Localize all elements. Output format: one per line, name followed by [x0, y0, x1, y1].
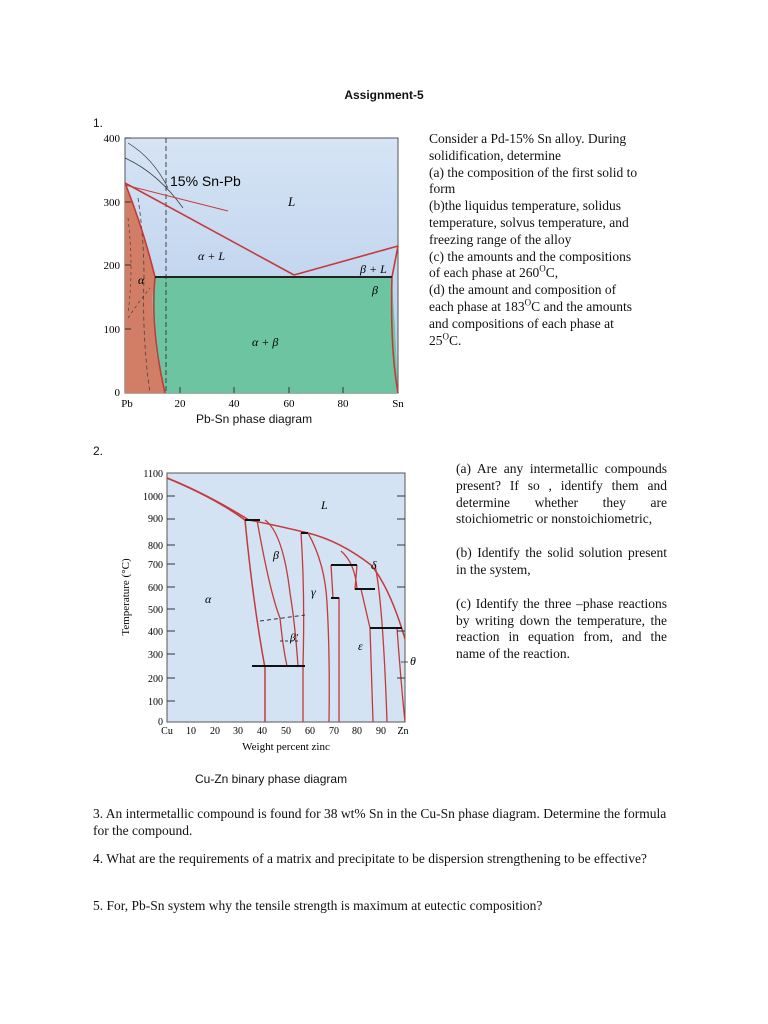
q1-superscript: O	[539, 263, 546, 274]
pb-sn-phase-diagram	[98, 128, 418, 413]
q1-line: solidification, determine	[429, 147, 561, 163]
x-tick-label: Sn	[392, 398, 404, 410]
y-tick-label: 0	[158, 717, 163, 728]
y-tick-label: 400	[103, 133, 120, 145]
label-epsilon: ε	[358, 639, 363, 653]
x-tick-label: Cu	[161, 726, 173, 737]
q2-part-c: (c) Identify the three –phase reactions by writing down the temperature, the reaction in equation from, and the name of the reaction.	[456, 595, 667, 662]
alloy-annotation: 15% Sn-Pb	[170, 173, 241, 189]
question-3: 3. An intermetallic compound is found for 38 wt% Sn in the Cu-Sn phase diagram. Determine the formula for the compound.	[93, 806, 667, 838]
y-tick-label: 400	[148, 627, 163, 638]
x-tick-label: 60	[283, 398, 295, 410]
x-tick-label: 60	[305, 726, 315, 737]
x-tick-label: Pb	[121, 398, 133, 410]
y-tick-label: 100	[148, 697, 163, 708]
q1-line: (d) the amount and composition of	[429, 282, 617, 298]
q1-line-d	[429, 299, 667, 316]
question-4: 4. What are the requirements of a matrix and precipitate to be dispersion strengthening to be effective?	[93, 851, 647, 866]
x-tick-label: Zn	[397, 726, 409, 737]
q1-line: each phase at 183	[429, 298, 525, 314]
y-tick-label: 800	[148, 541, 163, 552]
question-1-number: 1.	[93, 116, 104, 130]
y-tick-label: 1000	[143, 492, 163, 503]
pb-sn-caption: Pb-Sn phase diagram	[196, 412, 313, 426]
q1-line: (a) the composition of the first solid to	[429, 164, 638, 180]
x-tick-label: 40	[228, 398, 240, 410]
q1-line: temperature, solvus temperature, and	[429, 214, 629, 230]
label-alpha: α	[205, 592, 212, 606]
q1-line: (b)the liquidus temperature, solidus	[429, 198, 621, 214]
x-tick-label: 30	[233, 726, 243, 737]
label-beta-liquid: β + L	[360, 262, 387, 276]
y-tick-label: 200	[103, 260, 120, 272]
q1-line: Consider a Pd-15% Sn alloy. During	[429, 131, 627, 146]
q1-unit: C.	[449, 332, 462, 348]
y-tick-label: 0	[114, 387, 120, 399]
q1-line: freezing range of the alloy	[429, 231, 572, 247]
y-tick-label: 900	[148, 514, 163, 525]
x-tick-label: 80	[337, 398, 349, 410]
label-alpha: α	[138, 273, 145, 287]
x-tick-label: 90	[376, 726, 386, 737]
y-axis-label: Temperature (°C)	[120, 558, 132, 636]
question-2-number: 2.	[93, 444, 104, 458]
question-5: 5. For, Pb-Sn system why the tensile strength is maximum at eutectic composition?	[93, 898, 543, 913]
page-title: Assignment-5	[344, 88, 424, 102]
label-theta: θ	[410, 654, 416, 668]
q1-line: form	[429, 181, 456, 197]
cu-zn-caption: Cu-Zn binary phase diagram	[195, 772, 348, 786]
cu-zn-phase-diagram	[115, 463, 420, 756]
y-tick-label: 700	[148, 560, 163, 571]
q1-line-end	[429, 333, 667, 350]
y-tick-label: 200	[148, 674, 163, 685]
question-1-text	[429, 131, 667, 349]
y-tick-label: 300	[103, 197, 120, 209]
x-axis-label: Weight percent zinc	[242, 741, 330, 753]
x-tick-label: 70	[329, 726, 339, 737]
q1-line: (c) the amounts and the compositions	[429, 248, 632, 264]
y-tick-label: 500	[148, 605, 163, 616]
q1-line: of each phase at 260	[429, 265, 540, 281]
q1-line-c	[429, 265, 667, 282]
y-tick-label: 1100	[143, 469, 163, 480]
x-tick-label: 80	[352, 726, 362, 737]
y-tick-label: 100	[103, 324, 120, 336]
x-tick-label: 40	[257, 726, 267, 737]
x-axis-ticks	[161, 726, 408, 737]
q2-part-b: (b) Identify the solid solution present in the system,	[456, 545, 667, 577]
x-tick-label: 20	[174, 398, 186, 410]
q1-unit: C,	[545, 265, 559, 281]
x-tick-label: 20	[210, 726, 220, 737]
question-2-text	[456, 461, 667, 663]
label-liquid: L	[321, 498, 328, 512]
y-tick-label: 300	[148, 650, 163, 661]
cu-zn-plot-area	[167, 473, 405, 722]
label-gamma: γ	[311, 585, 316, 599]
x-tick-label: 10	[186, 726, 196, 737]
label-beta-prime: β'	[290, 632, 298, 644]
q2-part-a: (a) Are any intermetallic compounds present? If so , identify them and determine whether they are stoichiometric or nonstoichiometric,	[456, 461, 667, 527]
label-beta: β	[273, 548, 279, 562]
label-beta: β	[372, 283, 378, 297]
label-delta: δ	[371, 558, 377, 572]
q1-superscript: O	[524, 297, 532, 308]
q1-unit: C and the amounts	[531, 298, 632, 314]
label-alpha-beta: α + β	[252, 335, 279, 349]
x-tick-label: 50	[281, 726, 291, 737]
y-tick-label: 600	[148, 583, 163, 594]
label-liquid: L	[288, 194, 296, 209]
label-alpha-liquid: α + L	[198, 249, 226, 263]
q1-line: and compositions of each phase at	[429, 315, 614, 331]
q1-superscript: O	[442, 331, 449, 342]
q1-line: 25	[429, 332, 443, 348]
